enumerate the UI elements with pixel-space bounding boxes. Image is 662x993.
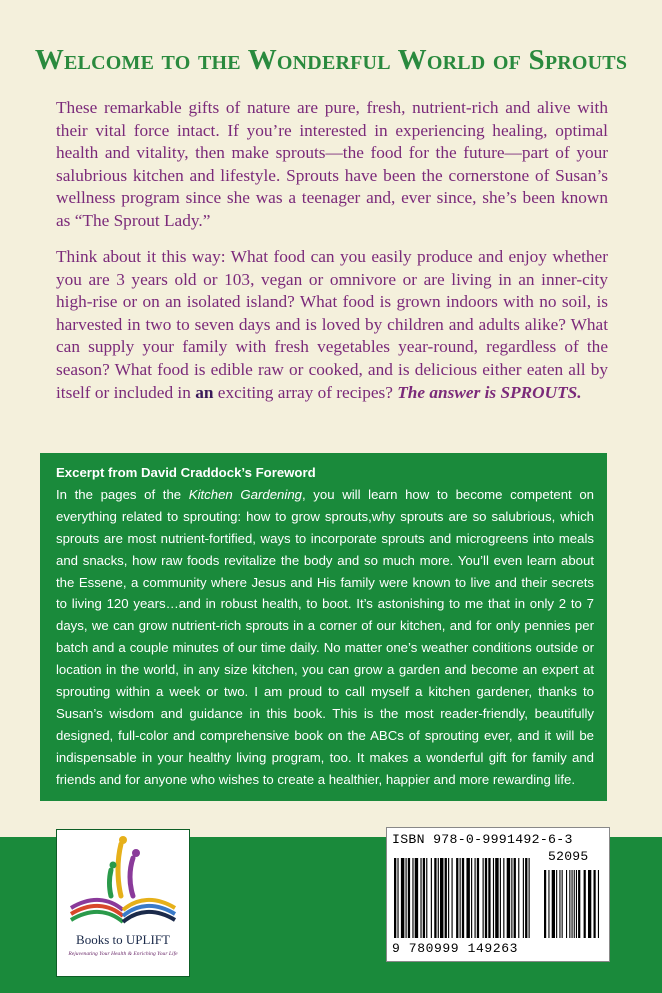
barcode-bar	[488, 858, 490, 938]
barcode-bar	[434, 858, 436, 938]
barcode-bar	[503, 858, 504, 938]
barcode-bar	[456, 858, 458, 938]
answer-text: The answer is SPROUTS.	[397, 382, 582, 402]
price-barcode-bar	[556, 870, 557, 938]
excerpt-body: , you will learn how to become competent on everything related to sprouting: how to grow sprouts,why sprouts are so salubrious, which sprouts are most nutrient-fortified, ways to incorporate sprouts and microgreens into meals and snacks, how raw foods revitalize the body and so much more. You’ll even learn about the Essene, a community where Jesus and His family were known to live and their secrets to living 120 years…and in robust health, to boot. It’s astonishing to me that in only 2 to 7 days, we can grow nutrient-rich sprouts in a corner of our kitchen, and for only pennies per batch and a couple minutes of our time daily. No matter one’s weather conditions outside or location in the world, in any size kitchen, you can grow a garden and become an expert at sprouting within a week or two. I am proud to call myself a kitchen gardener, thanks to Susan’s wisdom and guidance in this book. This is the most reader-friendly, beautifully designed, full-color and comprehensive book on the ABCs of sprouting ever, and it will be indispensable in your healthy living program, too. It makes a wonderful gift for family and friends and for anyone who wishes to create a healthier, happier and more rewarding life.	[56, 486, 594, 787]
barcode-bar	[415, 858, 418, 938]
price-barcode-bar	[559, 870, 560, 938]
price-barcode-bar	[576, 870, 577, 938]
barcode-bar	[438, 858, 439, 938]
cover-title: Welcome to the Wonderful World of Sprouts	[34, 44, 628, 76]
excerpt-book-title: Kitchen Gardening	[188, 486, 302, 502]
barcode-bar	[423, 858, 425, 938]
barcode-bar	[514, 858, 516, 938]
barcode-bar	[483, 858, 484, 938]
question-paragraph-an: an	[195, 382, 214, 402]
barcode-bar	[452, 858, 453, 938]
price-barcode-bar	[584, 870, 586, 938]
price-barcode-bar	[578, 870, 580, 938]
price-barcode-bar	[544, 870, 546, 938]
price-barcode-bar	[569, 870, 570, 938]
price-barcode-bar	[566, 870, 567, 938]
price-barcode-bar	[572, 870, 573, 938]
barcode-bar	[394, 858, 396, 938]
question-paragraph-text: Think about it this way: What food can you easily produce and enjoy whether you are 3 years old or 103, vegan or omnivore or are living in an inner-city high-rise or on an isolated island? What food is grown indoors with no soil, is harvested in two to seven days and is loved by children and adults alike? What can supply your family with fresh vegetables year-round, regardless of the season? What food is edible raw or cooked, and is delicious either eaten all by itself or included in	[56, 247, 608, 402]
barcode-bar	[477, 858, 479, 938]
price-barcode-bar	[548, 870, 549, 938]
excerpt-heading: Excerpt from David Craddock’s Foreword	[56, 465, 316, 480]
barcode-bar	[485, 858, 487, 938]
foreword-excerpt	[56, 462, 594, 791]
price-code: 52095	[548, 849, 589, 864]
publisher-tagline: Rejuvenating Your Health & Enriching Your Life	[68, 951, 178, 957]
question-paragraph-end: exciting array of recipes?	[217, 382, 393, 402]
question-paragraph	[56, 246, 608, 404]
price-barcode-bar	[562, 870, 563, 938]
barcode-bar	[523, 858, 524, 938]
price-barcode-bar	[594, 870, 596, 938]
barcode-bar	[440, 858, 443, 938]
barcode-bar	[495, 858, 498, 938]
price-barcode-bar	[598, 870, 599, 938]
barcode-icon	[392, 850, 602, 940]
intro-paragraph-text: These remarkable gifts of nature are pure, fresh, nutrient-rich and alive with their vital force intact. If you’re interested in experiencing healing, optimal health and vitality, then make sprouts—the food for the future—part of your salubrious kitchen and lifestyle. Sprouts have been the cornerstone of Susan’s wellness program since she was a teenager and, ever since, she’s been known as “The Sprout Lady.”	[56, 98, 608, 230]
barcode-bar	[471, 858, 472, 938]
barcode-bar	[475, 858, 476, 938]
barcode-bar	[412, 858, 413, 938]
excerpt-intro: In the pages of the	[56, 486, 182, 502]
barcode-bar	[426, 858, 427, 938]
barcode-bar	[500, 858, 501, 938]
barcode-bar	[493, 858, 494, 938]
barcode-bar	[460, 858, 461, 938]
price-barcode-bar	[588, 870, 591, 938]
publisher-logo	[56, 829, 190, 977]
barcode-bar	[518, 858, 519, 938]
barcode-bar	[406, 858, 407, 938]
price-barcode-bar	[552, 870, 555, 938]
barcode-bar	[397, 858, 398, 938]
barcode-bar	[529, 858, 530, 938]
barcode-bar	[401, 858, 404, 938]
publisher-name: Books to UPLIFT	[76, 932, 170, 947]
barcode-bar	[511, 858, 512, 938]
isbn-text: ISBN 978-0-9991492-6-3	[392, 832, 573, 847]
intro-paragraph	[56, 97, 608, 233]
barcode-bar	[431, 858, 432, 938]
barcode-bar	[420, 858, 421, 938]
open-book-with-figures-icon	[57, 830, 189, 934]
barcode-bar	[448, 858, 449, 938]
barcode-bar	[507, 858, 510, 938]
barcode-bar	[408, 858, 410, 938]
barcode-bar	[525, 858, 527, 938]
barcode-bar	[462, 858, 464, 938]
barcode-number: 9 780999 149263	[392, 941, 519, 956]
barcode-bar	[466, 858, 469, 938]
price-barcode-bar	[574, 870, 575, 938]
barcode-bar	[445, 858, 447, 938]
